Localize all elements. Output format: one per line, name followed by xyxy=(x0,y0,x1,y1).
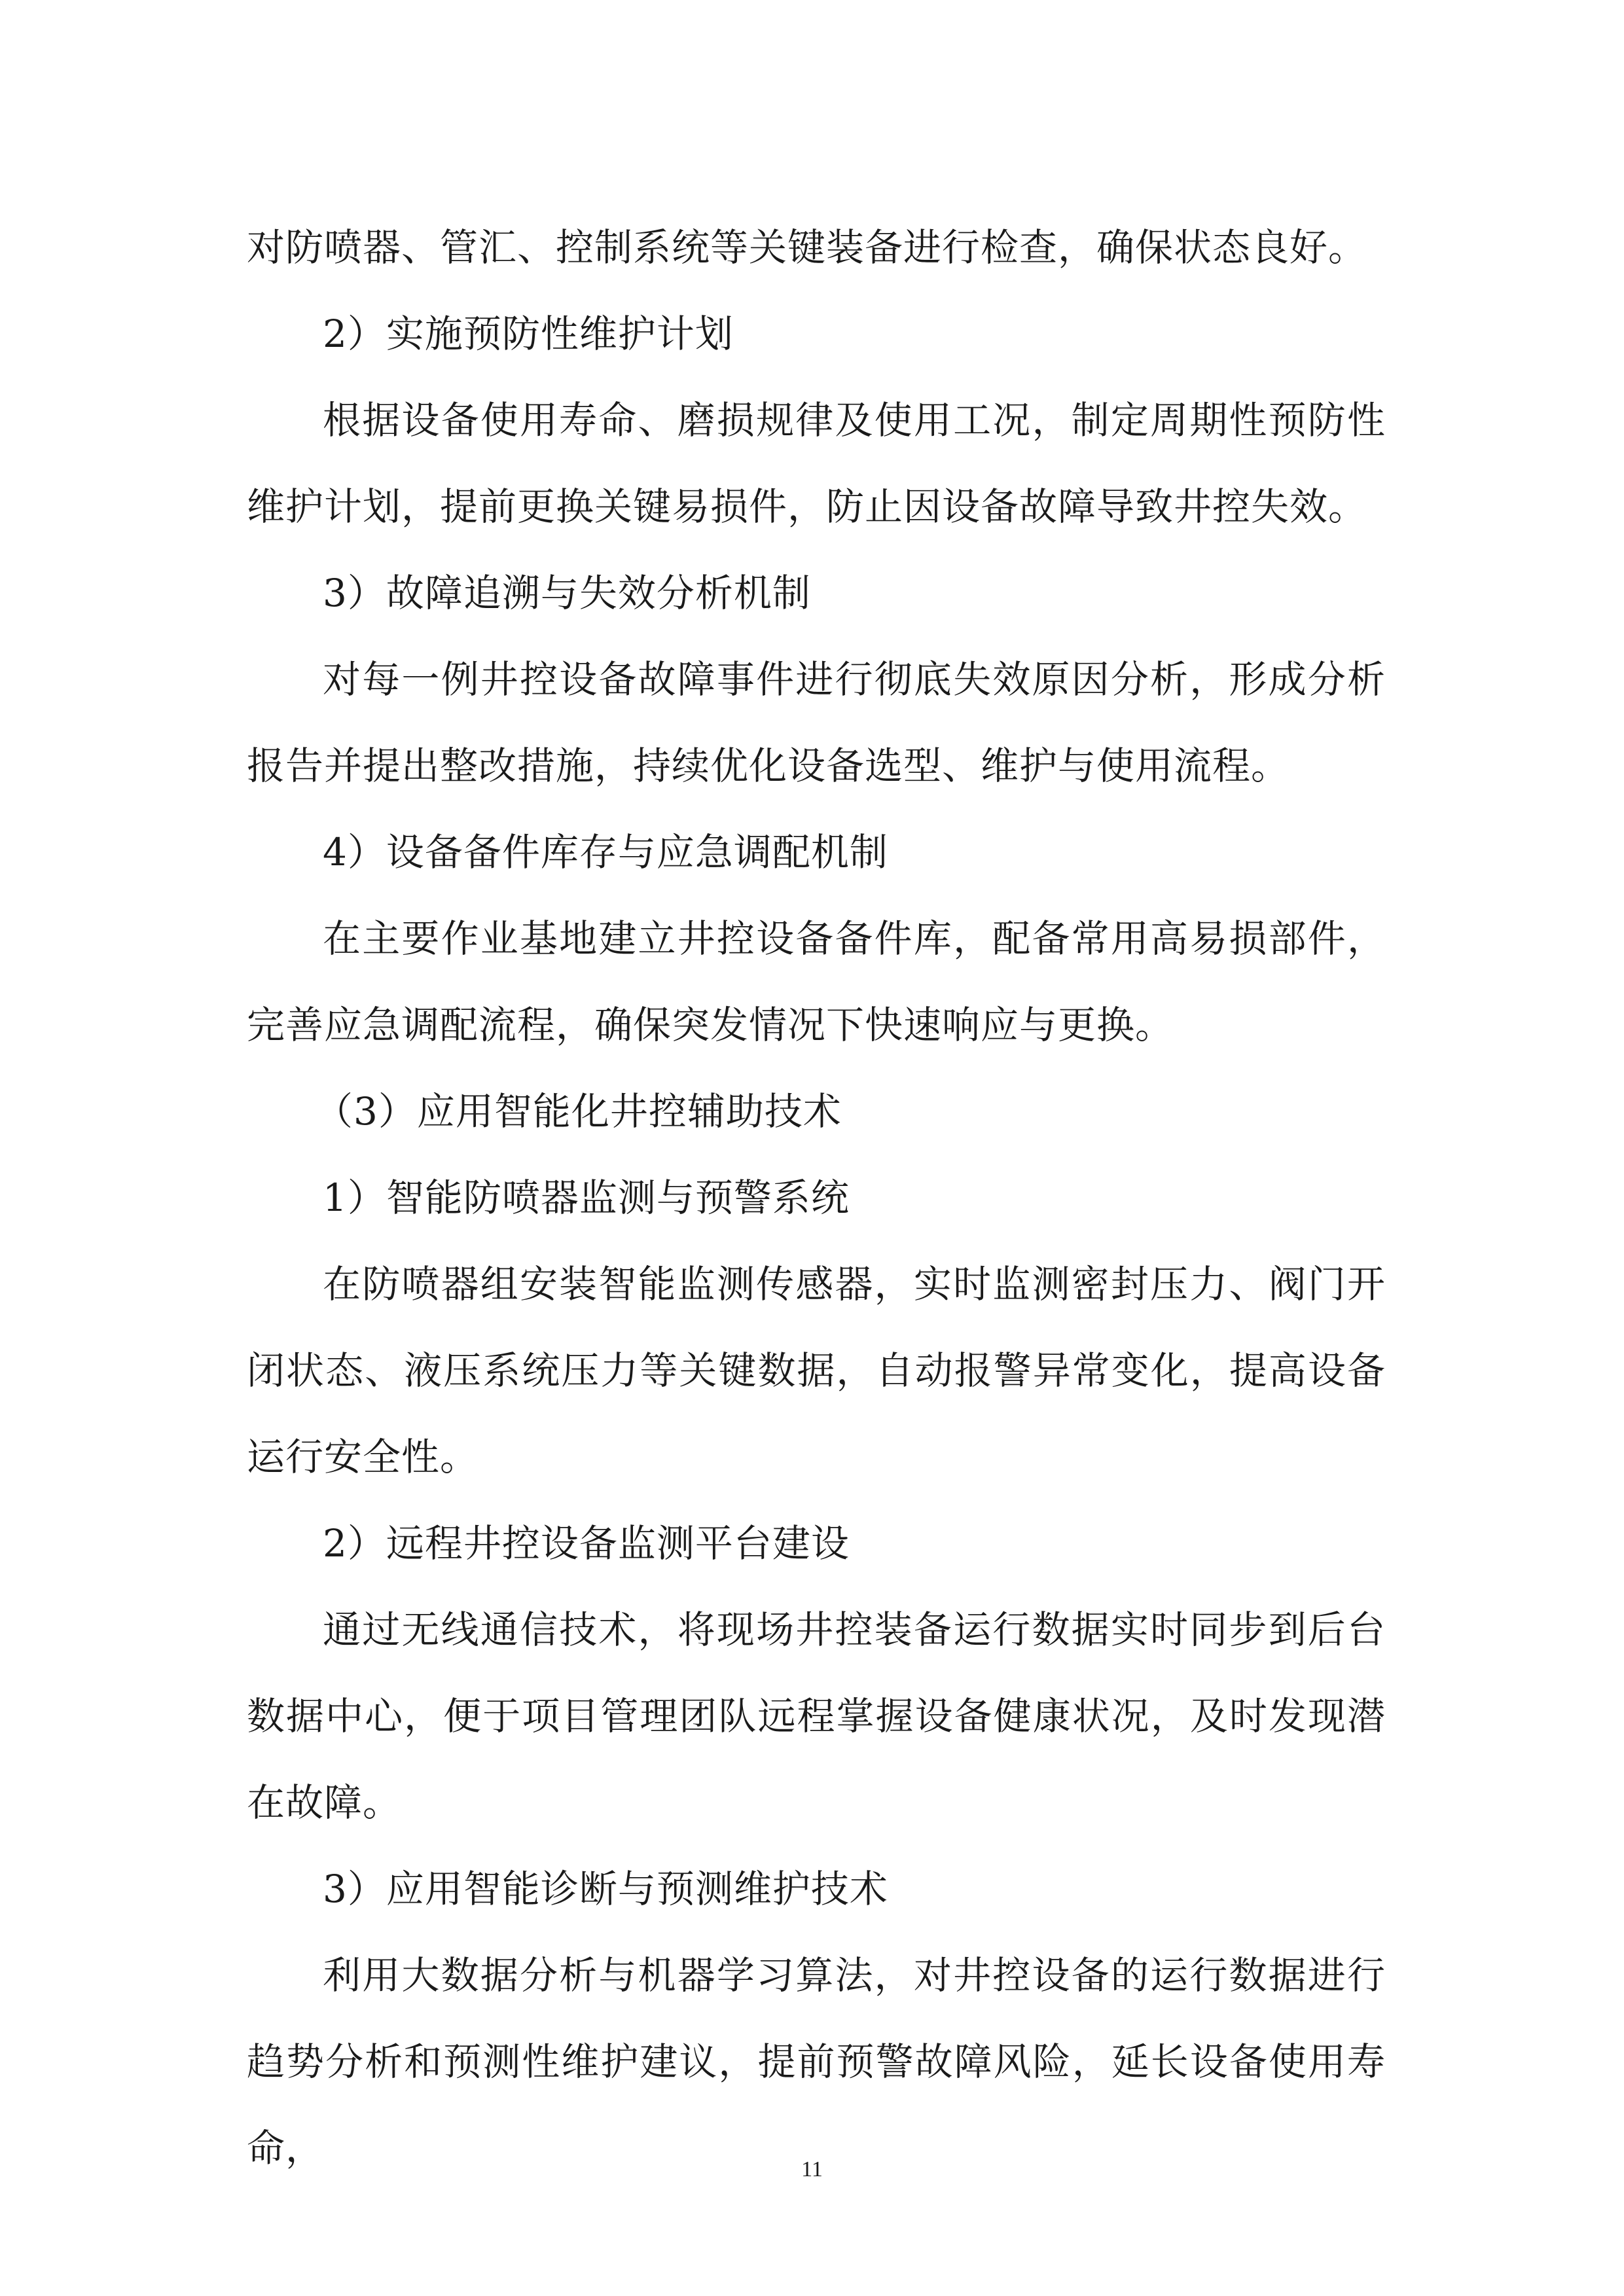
paragraph-predictive-maintenance: 利用大数据分析与机器学习算法，对井控设备的运行数据进行趋势分析和预测性维护建议，提前预警故障风险，延长设备使用寿命， xyxy=(247,1953,1386,2170)
paragraph-remote-platform: 通过无线通信技术，将现场井控装备运行数据实时同步到后台数据中心，便于项目管理团队远程掌握设备健康状况，及时发现潜在故障。 xyxy=(247,1607,1386,1825)
section-heading-intelligent-tech: （3）应用智能化井控辅助技术 xyxy=(315,1089,842,1134)
item-heading-bop-monitoring: 1）智能防喷器监测与预警系统 xyxy=(323,1175,850,1220)
paragraph-preventive-maintenance: 根据设备使用寿命、磨损规律及使用工况，制定周期性预防性维护计划，提前更换关键易损件，防止因设备故障导致井控失效。 xyxy=(247,398,1386,529)
item-heading-remote-platform: 2）远程井控设备监测平台建设 xyxy=(323,1521,850,1566)
paragraph-spare-parts: 在主要作业基地建立井控设备备件库，配备常用高易损部件，完善应急调配流程，确保突发情况下快速响应与更换。 xyxy=(247,916,1386,1047)
item-heading-predictive-maintenance: 3）应用智能诊断与预测维护技术 xyxy=(323,1867,888,1911)
page-number: 11 xyxy=(801,2157,823,2181)
item-heading-spare-parts: 4）设备备件库存与应急调配机制 xyxy=(323,830,888,874)
paragraph-bop-monitoring: 在防喷器组安装智能监测传感器，实时监测密封压力、阀门开闭状态、液压系统压力等关键数据，自动报警异常变化，提高设备运行安全性。 xyxy=(247,1262,1386,1479)
document-body xyxy=(247,204,1386,2191)
item-heading-failure-analysis: 3）故障追溯与失效分析机制 xyxy=(323,571,811,615)
item-heading-preventive-maintenance: 2）实施预防性维护计划 xyxy=(323,312,734,356)
paragraph-continuation: 对防喷器、管汇、控制系统等关键装备进行检查，确保状态良好。 xyxy=(247,225,1367,270)
paragraph-failure-analysis: 对每一例井控设备故障事件进行彻底失效原因分析，形成分析报告并提出整改措施，持续优化设备选型、维护与使用流程。 xyxy=(247,657,1386,788)
